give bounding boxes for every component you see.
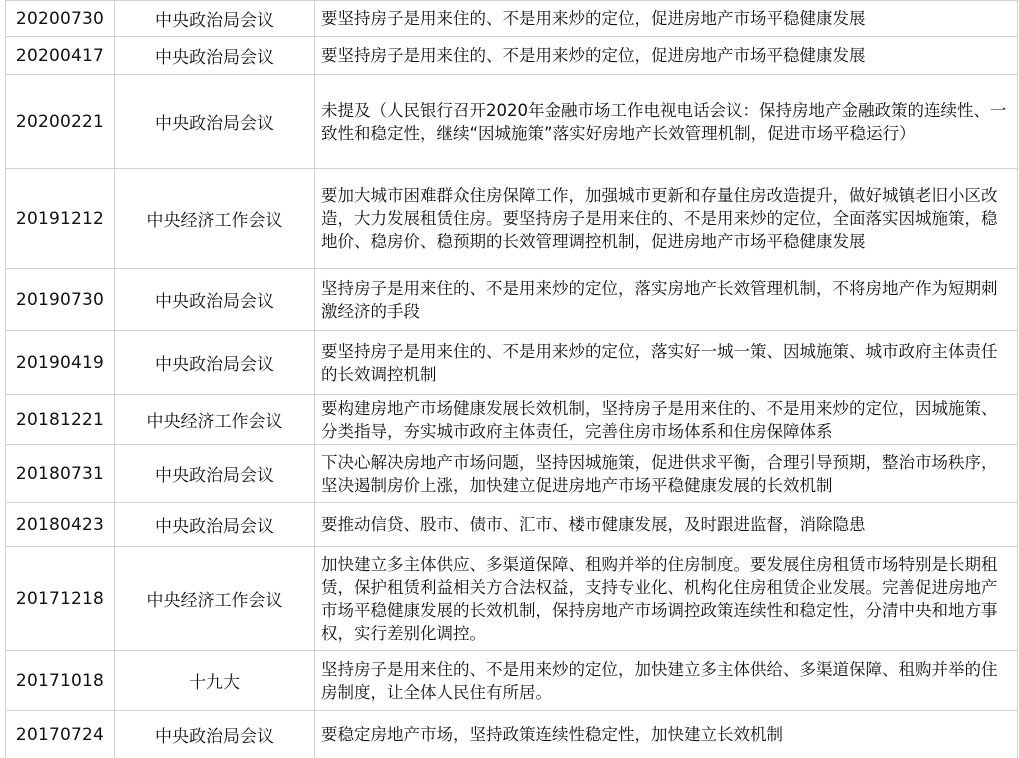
meeting-cell[interactable]: 中央政治局会议 — [115, 445, 315, 503]
content-cell[interactable]: 坚持房子是用来住的、不是用来炒的定位，落实房地产长效管理机制，不将房地产作为短期刺激经济的手段 — [315, 269, 1018, 331]
date-cell[interactable]: 20200730 — [6, 1, 115, 37]
table-row — [6, 1, 1018, 37]
meeting-cell[interactable]: 十九大 — [115, 651, 315, 711]
meeting-cell[interactable]: 中央经济工作会议 — [115, 395, 315, 445]
table-row — [6, 331, 1018, 395]
date-cell[interactable]: 20180423 — [6, 503, 115, 547]
content-cell[interactable]: 要稳定房地产市场，坚持政策连续性稳定性，加快建立长效机制 — [315, 711, 1018, 758]
meeting-cell[interactable]: 中央政治局会议 — [115, 503, 315, 547]
table-row — [6, 547, 1018, 651]
table-row — [6, 395, 1018, 445]
date-cell[interactable]: 20190730 — [6, 269, 115, 331]
content-cell[interactable]: 要推动信贷、股市、债市、汇市、楼市健康发展，及时跟进监督，消除隐患 — [315, 503, 1018, 547]
table-row — [6, 445, 1018, 503]
meeting-cell[interactable]: 中央经济工作会议 — [115, 547, 315, 651]
table-row — [6, 711, 1018, 758]
content-cell[interactable]: 要构建房地产市场健康发展长效机制，坚持房子是用来住的、不是用来炒的定位，因城施策、分类指导，夯实城市政府主体责任，完善住房市场体系和住房保障体系 — [315, 395, 1018, 445]
meeting-cell[interactable]: 中央政治局会议 — [115, 75, 315, 169]
content-cell[interactable]: 下决心解决房地产市场问题，坚持因城施策，促进供求平衡，合理引导预期，整治市场秩序，坚决遏制房价上涨，加快建立促进房地产市场平稳健康发展的长效机制 — [315, 445, 1018, 503]
meeting-cell[interactable]: 中央政治局会议 — [115, 269, 315, 331]
date-cell[interactable]: 20170724 — [6, 711, 115, 758]
date-cell[interactable]: 20171018 — [6, 651, 115, 711]
content-cell[interactable]: 加快建立多主体供应、多渠道保障、租购并举的住房制度。要发展住房租赁市场特别是长期租赁，保护租赁利益相关方合法权益，支持专业化、机构化住房租赁企业发展。完善促进房地产市场平稳健康发展的长效机制，保持房地产市场调控政策连续性和稳定性，分清中央和地方事权，实行差别化调控。 — [315, 547, 1018, 651]
date-cell[interactable]: 20200417 — [6, 37, 115, 75]
content-cell[interactable]: 要坚持房子是用来住的、不是用来炒的定位，促进房地产市场平稳健康发展 — [315, 1, 1018, 37]
date-cell[interactable]: 20191212 — [6, 169, 115, 269]
table-row — [6, 503, 1018, 547]
content-cell[interactable]: 未提及（人民银行召开2020年金融市场工作电视电话会议：保持房地产金融政策的连续性、一致性和稳定性，继续“因城施策”落实好房地产长效管理机制，促进市场平稳运行） — [315, 75, 1018, 169]
table-row — [6, 37, 1018, 75]
meeting-cell[interactable]: 中央政治局会议 — [115, 1, 315, 37]
content-cell[interactable]: 坚持房子是用来住的、不是用来炒的定位，加快建立多主体供给、多渠道保障、租购并举的住房制度，让全体人民住有所居。 — [315, 651, 1018, 711]
meeting-cell[interactable]: 中央政治局会议 — [115, 37, 315, 75]
meeting-cell[interactable]: 中央政治局会议 — [115, 331, 315, 395]
meeting-cell[interactable]: 中央政治局会议 — [115, 711, 315, 758]
content-cell[interactable]: 要坚持房子是用来住的、不是用来炒的定位，促进房地产市场平稳健康发展 — [315, 37, 1018, 75]
date-cell[interactable]: 20181221 — [6, 395, 115, 445]
table-row — [6, 651, 1018, 711]
date-cell[interactable]: 20171218 — [6, 547, 115, 651]
table-row — [6, 75, 1018, 169]
content-cell[interactable]: 要加大城市困难群众住房保障工作，加强城市更新和存量住房改造提升，做好城镇老旧小区改造，大力发展租赁住房。要坚持房子是用来住的、不是用来炒的定位，全面落实因城施策，稳地价、稳房价、稳预期的长效管理调控机制，促进房地产市场平稳健康发展 — [315, 169, 1018, 269]
table-row — [6, 269, 1018, 331]
date-cell[interactable]: 20180731 — [6, 445, 115, 503]
date-cell[interactable]: 20200221 — [6, 75, 115, 169]
table-row — [6, 169, 1018, 269]
date-cell[interactable]: 20190419 — [6, 331, 115, 395]
meeting-cell[interactable]: 中央经济工作会议 — [115, 169, 315, 269]
content-cell[interactable]: 要坚持房子是用来住的、不是用来炒的定位，落实好一城一策、因城施策、城市政府主体责任的长效调控机制 — [315, 331, 1018, 395]
policy-table — [5, 0, 1018, 758]
